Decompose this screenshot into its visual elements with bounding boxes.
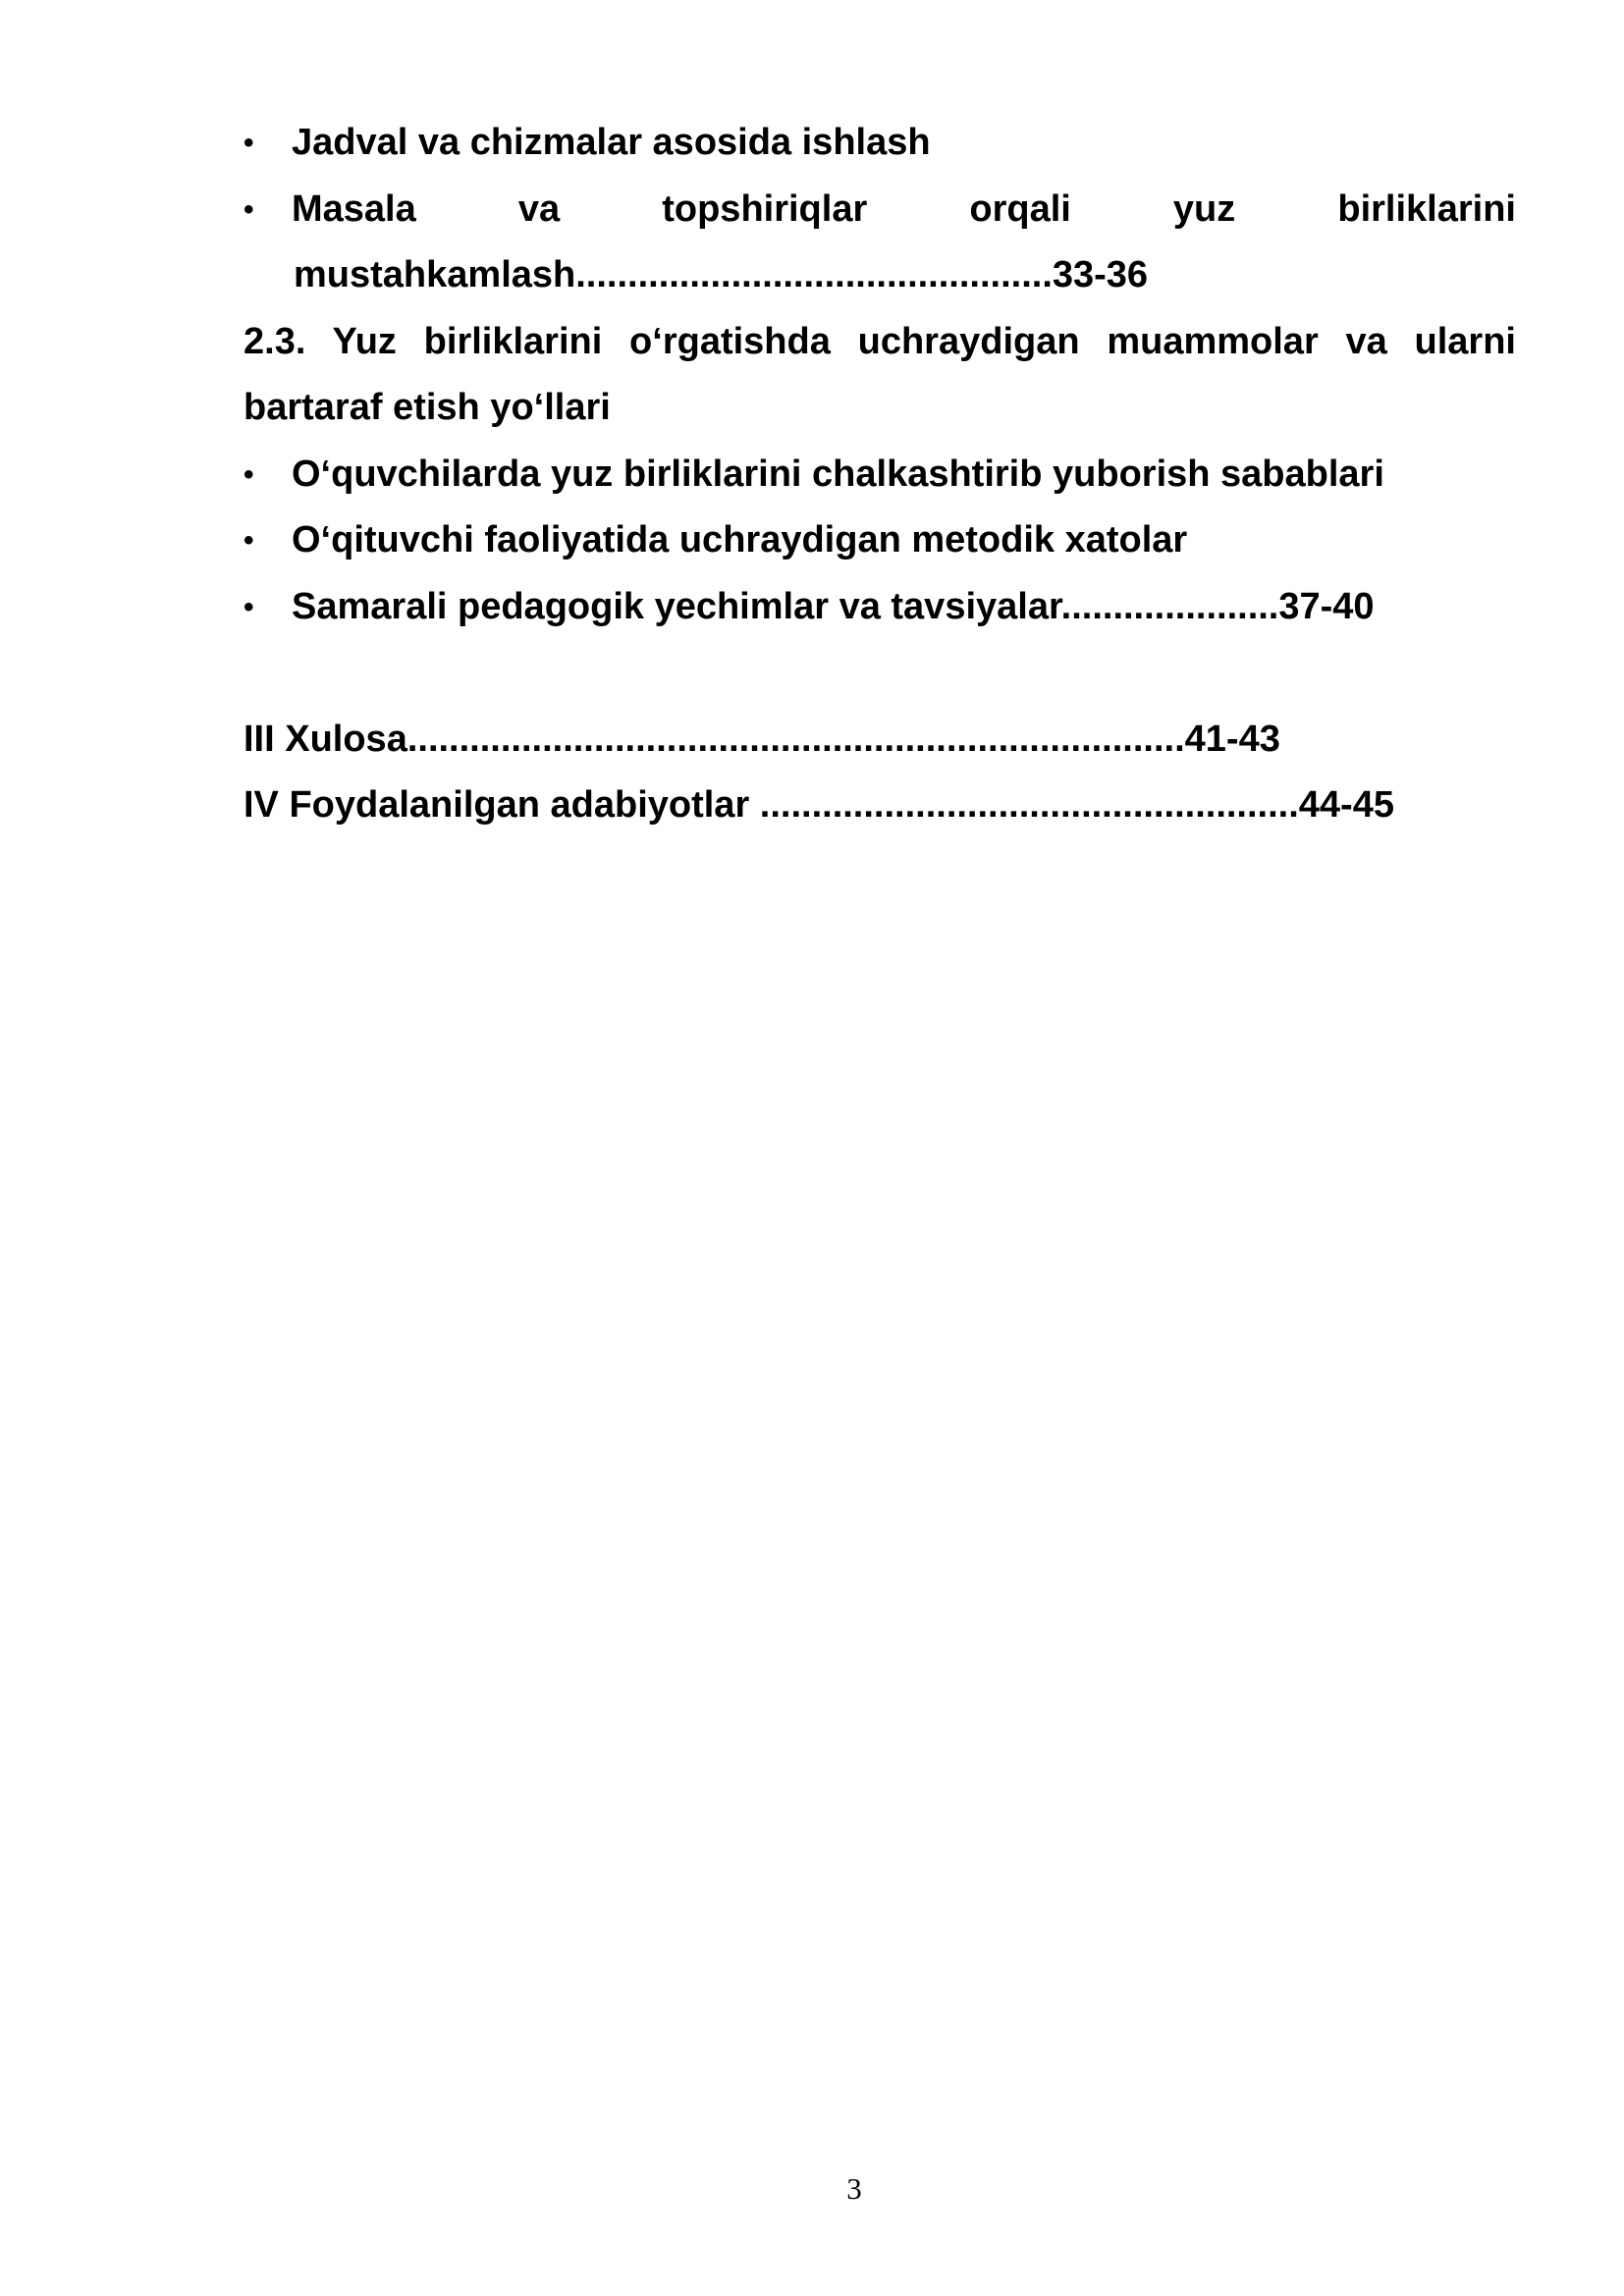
toc-section-title: 2.3. Yuz birliklarini o‘rgatishda uchraydigan muammolar va ularni: [244, 320, 1516, 362]
page-number: 3: [846, 2171, 862, 2206]
toc-item-jadval: [244, 110, 1516, 177]
toc-item-label: Samarali pedagogik yechimlar va tavsiyalar.....................37-40: [292, 585, 1375, 627]
toc-section-2-3-continuation: [244, 375, 1516, 442]
toc-item-label: O‘quvchilarda yuz birliklarini chalkashtirib yuborish sabablari: [292, 453, 1384, 495]
toc-item-oquvchilarda: [244, 442, 1516, 508]
toc-chapter-iv: [244, 773, 1516, 839]
toc-item-label: Masala va topshiriqlar orqali yuz birliklarini: [292, 187, 1516, 230]
bullet-icon: •: [244, 524, 254, 557]
toc-section-title: bartaraf etish yo‘llari: [244, 387, 611, 428]
toc-item-label: O‘qituvchi faoliyatida uchraydigan metodik xatolar: [292, 519, 1188, 561]
toc-item-samarali: [244, 574, 1516, 641]
toc-section-2-3: [244, 309, 1516, 376]
table-of-contents: [244, 110, 1516, 839]
toc-item-label: mustahkamlash..............................................33-36: [294, 254, 1149, 295]
bullet-icon: •: [244, 590, 254, 623]
toc-chapter-title: IV Foydalanilgan adabiyotlar ....................................................44-45: [244, 784, 1394, 826]
spacer: [244, 640, 1516, 707]
toc-chapter-title: III Xulosa...........................................................................41-43: [244, 718, 1280, 760]
toc-chapter-iii: [244, 707, 1516, 774]
toc-item-oqituvchi: [244, 507, 1516, 574]
toc-item-label: Jadval va chizmalar asosida ishlash: [292, 122, 931, 163]
toc-item-masala-continuation: [244, 242, 1516, 309]
bullet-icon: •: [244, 457, 254, 491]
bullet-icon: •: [244, 127, 254, 159]
bullet-icon: •: [244, 192, 254, 226]
toc-item-masala: [244, 177, 1516, 243]
